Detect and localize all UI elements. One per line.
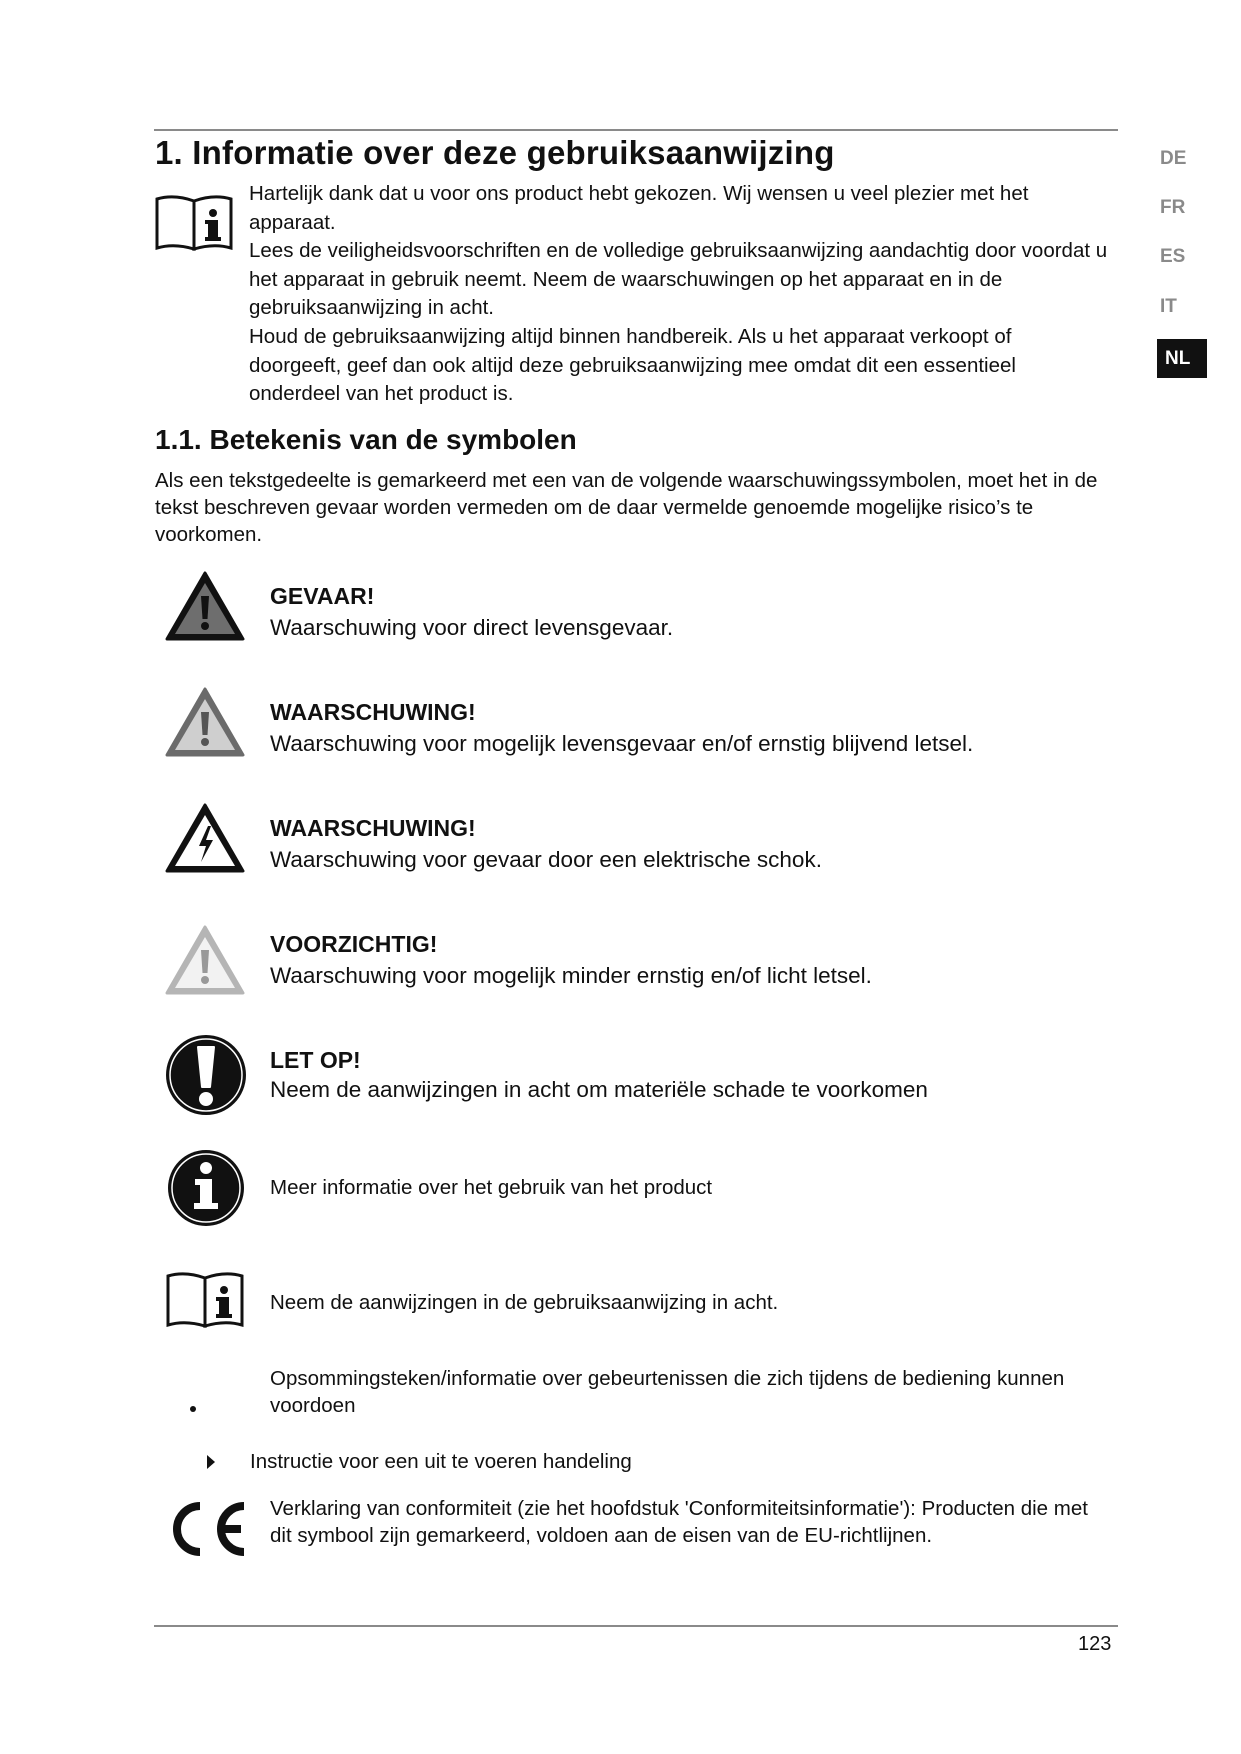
electric-shock-icon	[164, 802, 246, 874]
warning-triangle-icon	[164, 686, 246, 758]
intro-paragraph: Hartelijk dank dat u voor ons product hebt gekozen. Wij wensen u veel plezier met het apparaat.	[249, 182, 1029, 234]
ce-mark-icon	[164, 1500, 250, 1558]
symbol-title: VOORZICHTIG!	[270, 931, 438, 957]
language-tab-de[interactable]: DE	[1160, 148, 1187, 169]
manual-info-icon	[164, 1270, 246, 1330]
bottom-rule	[154, 1625, 1118, 1627]
caution-triangle-icon	[164, 924, 246, 996]
symbol-title: LET OP!	[270, 1047, 361, 1073]
arrow-right-icon	[207, 1455, 215, 1469]
symbol-description: Neem de aanwijzingen in de gebruiksaanwijzing in acht.	[270, 1291, 779, 1314]
symbol-description: Verklaring van conformiteit (zie het hoofdstuk 'Conformiteitsinformatie'): Producten die met dit symbool zijn gemarkeerd, voldoen aan de eisen van de EU-richtlijnen.	[270, 1497, 1088, 1547]
language-tab-es[interactable]: ES	[1160, 246, 1186, 267]
bullet-dot-icon	[190, 1406, 196, 1412]
intro-paragraph: Houd de gebruiksaanwijzing altijd binnen handbereik. Als u het apparaat verkoopt of doorgeeft, geef dan ook altijd deze gebruiksaanwijzing mee omdat dit een essentieel onderdeel van het product is.	[249, 324, 1016, 406]
language-tab-fr[interactable]: FR	[1160, 197, 1186, 218]
symbol-description: Waarschuwing voor mogelijk minder ernstig en/of licht letsel.	[270, 963, 872, 988]
language-tab-it[interactable]: IT	[1160, 296, 1177, 317]
section-subtitle: 1.1. Betekenis van de symbolen	[155, 424, 577, 455]
symbols-intro: Als een tekstgedeelte is gemarkeerd met een van de volgende waarschuwingssymbolen, moet het in de tekst beschreven gevaar worden vermeden om de daar vermelde genoemde mogelijke risico’s te voorkomen.	[155, 469, 1098, 546]
symbol-description: Opsommingsteken/informatie over gebeurtenissen die zich tijdens de bediening kunnen voordoen	[270, 1367, 1065, 1417]
info-circle-icon	[166, 1148, 246, 1228]
attention-circle-icon	[164, 1033, 248, 1117]
symbol-description: Waarschuwing voor direct levensgevaar.	[270, 615, 674, 640]
symbol-title: WAARSCHUWING!	[270, 699, 476, 725]
intro-paragraph: Lees de veiligheidsvoorschriften en de volledige gebruiksaanwijzing aandachtig door voordat u het apparaat in gebruik neemt. Neem de waarschuwingen op het apparaat en in de gebruiksaanwijzing in acht.	[249, 239, 1108, 320]
symbol-title: GEVAAR!	[270, 583, 375, 609]
language-tab-nl[interactable]: NL	[1157, 339, 1207, 378]
symbol-description: Meer informatie over het gebruik van het product	[270, 1176, 713, 1199]
page-number: 123	[1078, 1633, 1112, 1655]
manual-info-icon	[154, 193, 234, 253]
symbol-description: Neem de aanwijzingen in acht om materiële schade te voorkomen	[270, 1077, 928, 1102]
danger-triangle-icon	[164, 570, 246, 642]
intro-text	[249, 180, 1109, 409]
page-title: 1. Informatie over deze gebruiksaanwijzing	[155, 134, 835, 171]
instruction-text: Instructie voor een uit te voeren handeling	[250, 1450, 632, 1473]
symbol-description: Waarschuwing voor mogelijk levensgevaar en/of ernstig blijvend letsel.	[270, 731, 974, 756]
top-rule	[154, 129, 1118, 131]
symbol-title: WAARSCHUWING!	[270, 815, 476, 841]
symbol-description: Waarschuwing voor gevaar door een elektrische schok.	[270, 847, 822, 872]
